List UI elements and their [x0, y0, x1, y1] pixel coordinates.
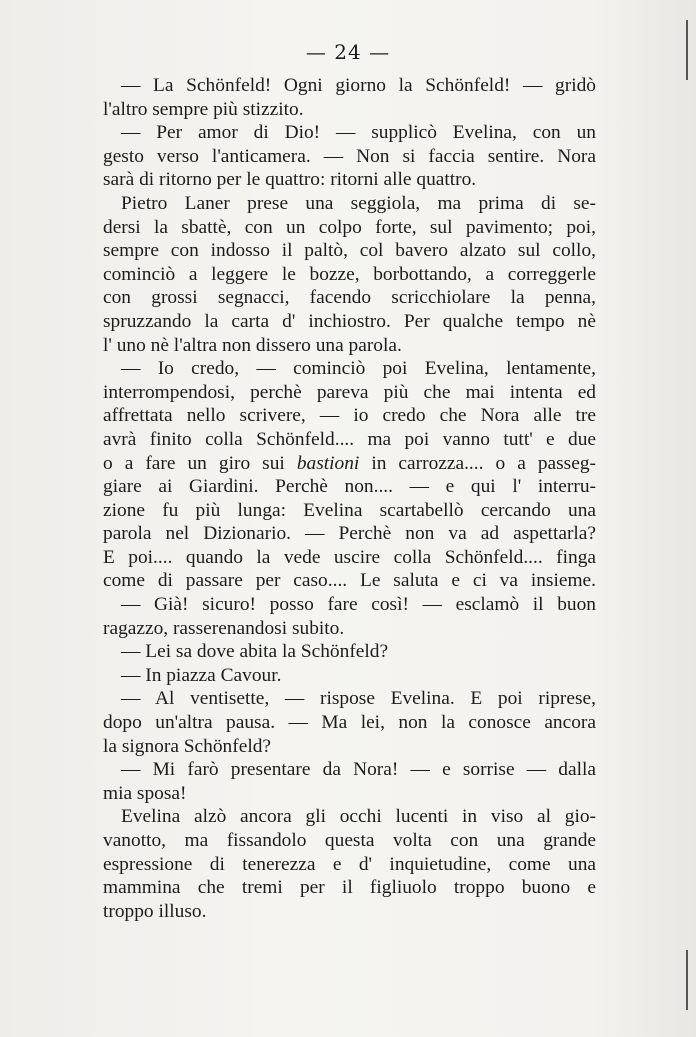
- italic-word: bastioni: [296, 452, 360, 474]
- text-line: troppo illuso.: [103, 900, 207, 922]
- text-line: gesto verso l'anticamera. — Non si faccia sentire. Nora: [103, 145, 596, 167]
- text-line: — In piazza Cavour.: [121, 664, 282, 686]
- text-line: — Lei sa dove abita la Schönfeld?: [121, 641, 389, 663]
- text-line: giare ai Giardini. Perchè non.... — e qui l' interru-: [103, 476, 596, 498]
- text-line: dopo un'altra pausa. — Ma lei, non la conosce ancora: [103, 712, 596, 734]
- text-line: come di passare per caso.... Le saluta e ci va insieme.: [103, 570, 596, 592]
- text-segment: o a fare un giro sui: [103, 452, 297, 474]
- text-line: — Per amor di Dio! — supplicò Evelina, con un: [121, 122, 596, 144]
- page-number: — 24 —: [305, 40, 391, 64]
- text-line: la signora Schönfeld?: [103, 735, 272, 757]
- text-line: sempre con indosso il paltò, col bavero alzato sul collo,: [103, 240, 596, 262]
- text-line: — Già! sicuro! posso fare così! — esclamò il buon: [121, 594, 596, 616]
- text-line: — Al ventisette, — rispose Evelina. E poi riprese,: [121, 688, 596, 710]
- text-line: interrompendosi, perchè pareva più che mai intenta ed: [103, 381, 596, 403]
- text-line: [103, 452, 596, 476]
- text-line: sarà di ritorno per le quattro: ritorni alle quattro.: [103, 169, 477, 191]
- text-line: mammina che tremi per il figliuolo troppo buono e: [103, 877, 596, 899]
- text-line: Pietro Laner prese una seggiola, ma prima di se-: [121, 192, 596, 214]
- page-edge-mark: [686, 950, 688, 1010]
- text-segment: in carrozza.... o a passeg-: [359, 452, 596, 474]
- text-line: zione fu più lunga: Evelina scartabellò cercando una: [103, 499, 596, 521]
- text-line: — Io credo, — cominciò poi Evelina, lentamente,: [121, 358, 596, 380]
- text-line: affrettata nello scrivere, — io credo che Nora alle tre: [103, 405, 596, 427]
- text-line: Evelina alzò ancora gli occhi lucenti in viso al gio-: [121, 806, 596, 828]
- page-edge-mark: [686, 20, 688, 80]
- text-line: E poi.... quando la vede uscire colla Schönfeld.... finga: [103, 546, 596, 568]
- text-line: vanotto, ma fissandolo questa volta con una grande: [103, 830, 596, 851]
- text-line: parola nel Dizionario. — Perchè non va ad aspettarla?: [103, 523, 596, 545]
- text-line: l' uno nè l'altra non dissero una parola.: [103, 334, 402, 356]
- text-line: avrà finito colla Schönfeld.... ma poi vanno tutt' e due: [103, 428, 596, 450]
- text-line: espressione di tenerezza e d' inquietudine, come una: [103, 853, 596, 875]
- text-line: cominciò a leggere le bozze, borbottando, a correggerle: [103, 263, 596, 285]
- text-line: mia sposa!: [103, 782, 187, 804]
- body-text: [103, 74, 596, 923]
- text-line: dersi la sbattè, con un colpo forte, sul pavimento; poi,: [103, 216, 596, 238]
- text-line: — La Schönfeld! Ogni giorno la Schönfeld! — gridò: [121, 75, 596, 96]
- text-line: l'altro sempre più stizzito.: [103, 98, 304, 120]
- text-line: con grossi segnacci, facendo scricchiolare la penna,: [103, 287, 596, 309]
- text-line: — Mi farò presentare da Nora! — e sorrise — dalla: [121, 759, 596, 781]
- text-line: spruzzando la carta d' inchiostro. Per qualche tempo nè: [103, 310, 596, 332]
- text-line: ragazzo, rasserenandosi subito.: [103, 617, 345, 639]
